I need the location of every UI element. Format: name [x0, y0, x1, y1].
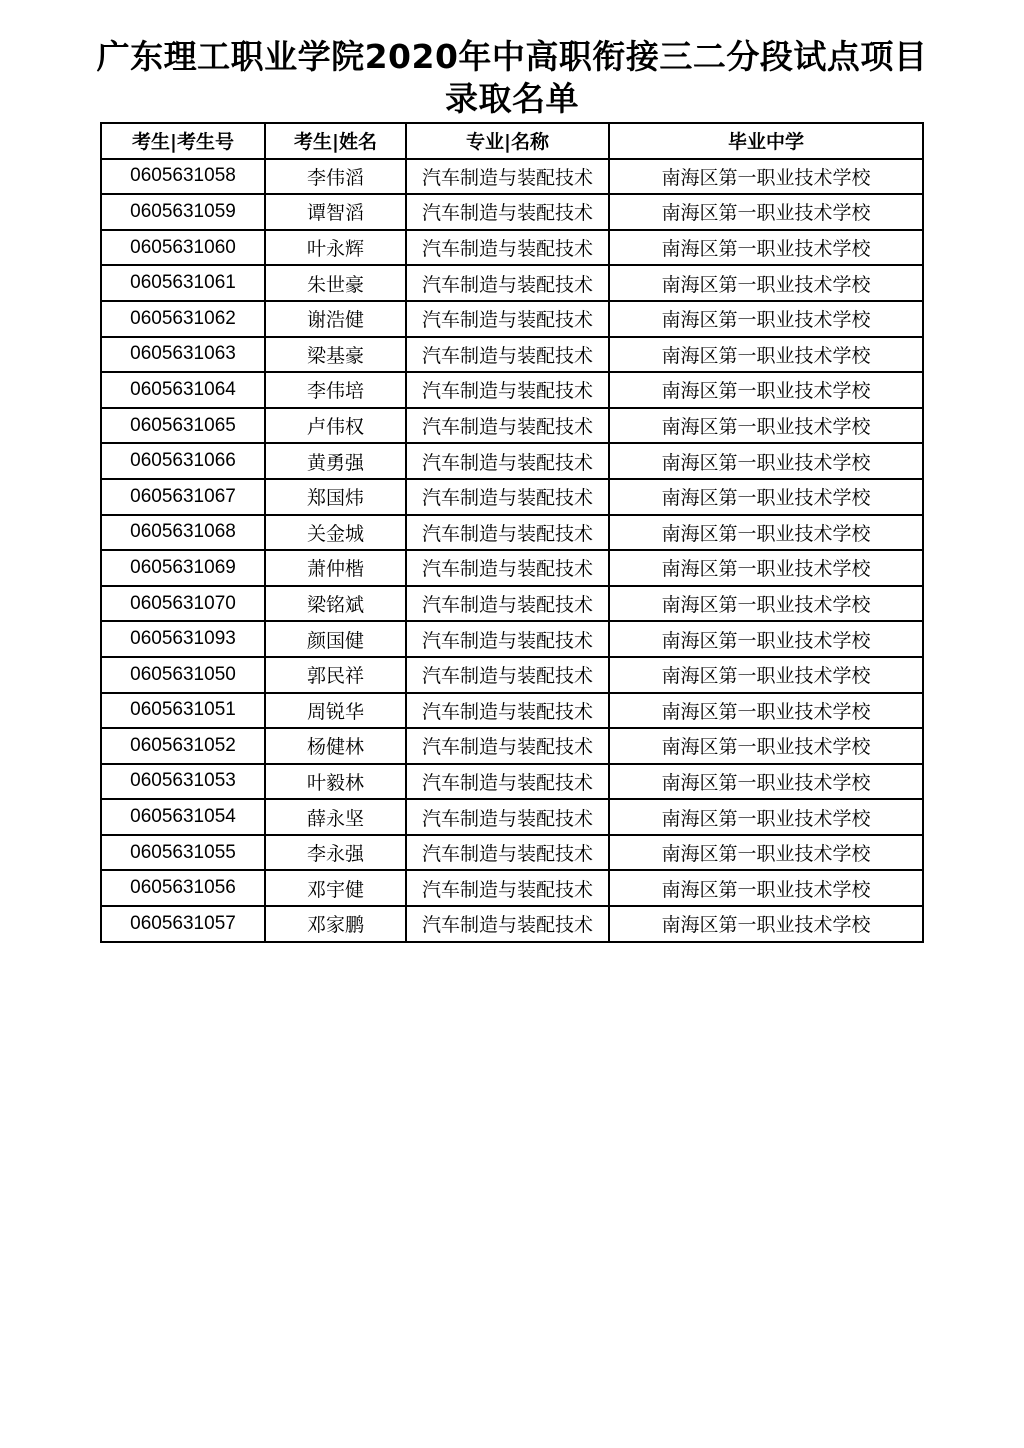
header-candidate-name: 考生|姓名: [265, 123, 406, 159]
graduation-school-cell: 南海区第一职业技术学校: [609, 230, 923, 266]
candidate-name-cell: 邓宇健: [265, 870, 406, 906]
graduation-school-cell: 南海区第一职业技术学校: [609, 799, 923, 835]
candidate-name-cell: 邓家鹏: [265, 906, 406, 942]
table-row: [101, 301, 923, 337]
candidate-name-cell: 周锐华: [265, 693, 406, 729]
major-name-cell: 汽车制造与装配技术: [406, 799, 609, 835]
candidate-number-cell: 0605631065: [101, 408, 265, 444]
candidate-name-cell: 梁铭斌: [265, 586, 406, 622]
candidate-number-cell: 0605631054: [101, 799, 265, 835]
major-name-cell: 汽车制造与装配技术: [406, 265, 609, 301]
major-name-cell: 汽车制造与装配技术: [406, 408, 609, 444]
candidate-number-cell: 0605631050: [101, 657, 265, 693]
candidate-number-cell: 0605631093: [101, 621, 265, 657]
candidate-number-cell: 0605631058: [101, 159, 265, 195]
candidate-name-cell: 梁基豪: [265, 337, 406, 373]
table-row: [101, 408, 923, 444]
table-row: [101, 906, 923, 942]
major-name-cell: 汽车制造与装配技术: [406, 764, 609, 800]
candidate-name-cell: 萧仲楷: [265, 550, 406, 586]
major-name-cell: 汽车制造与装配技术: [406, 337, 609, 373]
candidate-name-cell: 关金城: [265, 515, 406, 551]
major-name-cell: 汽车制造与装配技术: [406, 443, 609, 479]
candidate-name-cell: 叶毅林: [265, 764, 406, 800]
candidate-number-cell: 0605631067: [101, 479, 265, 515]
table-row: [101, 479, 923, 515]
table-row: [101, 586, 923, 622]
table-row: [101, 693, 923, 729]
candidate-number-cell: 0605631066: [101, 443, 265, 479]
candidate-name-cell: 卢伟权: [265, 408, 406, 444]
candidate-name-cell: 叶永辉: [265, 230, 406, 266]
graduation-school-cell: 南海区第一职业技术学校: [609, 657, 923, 693]
document-title-line2: 录取名单: [445, 79, 579, 118]
candidate-name-cell: 杨健林: [265, 728, 406, 764]
candidate-name-cell: 李伟滔: [265, 159, 406, 195]
graduation-school-cell: 南海区第一职业技术学校: [609, 621, 923, 657]
candidate-name-cell: 薛永坚: [265, 799, 406, 835]
table-row: [101, 265, 923, 301]
graduation-school-cell: 南海区第一职业技术学校: [609, 515, 923, 551]
major-name-cell: 汽车制造与装配技术: [406, 657, 609, 693]
graduation-school-cell: 南海区第一职业技术学校: [609, 408, 923, 444]
table-row: [101, 835, 923, 871]
candidate-number-cell: 0605631053: [101, 764, 265, 800]
candidate-name-cell: 郭民祥: [265, 657, 406, 693]
candidate-name-cell: 黄勇强: [265, 443, 406, 479]
document-title: [0, 36, 1024, 120]
candidate-number-cell: 0605631062: [101, 301, 265, 337]
major-name-cell: 汽车制造与装配技术: [406, 479, 609, 515]
graduation-school-cell: 南海区第一职业技术学校: [609, 443, 923, 479]
table-row: [101, 550, 923, 586]
graduation-school-cell: 南海区第一职业技术学校: [609, 194, 923, 230]
table-row: [101, 621, 923, 657]
candidate-name-cell: 谢浩健: [265, 301, 406, 337]
candidate-number-cell: 0605631063: [101, 337, 265, 373]
candidate-number-cell: 0605631057: [101, 906, 265, 942]
major-name-cell: 汽车制造与装配技术: [406, 230, 609, 266]
candidate-name-cell: 李永强: [265, 835, 406, 871]
candidate-number-cell: 0605631052: [101, 728, 265, 764]
major-name-cell: 汽车制造与装配技术: [406, 586, 609, 622]
major-name-cell: 汽车制造与装配技术: [406, 372, 609, 408]
table-row: [101, 657, 923, 693]
major-name-cell: 汽车制造与装配技术: [406, 906, 609, 942]
table-row: [101, 443, 923, 479]
table-body: [101, 159, 923, 942]
candidate-name-cell: 颜国健: [265, 621, 406, 657]
header-candidate-number: 考生|考生号: [101, 123, 265, 159]
graduation-school-cell: 南海区第一职业技术学校: [609, 550, 923, 586]
document-title-line1: 广东理工职业学院2020年中高职衔接三二分段试点项目: [96, 37, 928, 76]
candidate-number-cell: 0605631051: [101, 693, 265, 729]
major-name-cell: 汽车制造与装配技术: [406, 159, 609, 195]
table-row: [101, 515, 923, 551]
graduation-school-cell: 南海区第一职业技术学校: [609, 764, 923, 800]
candidate-number-cell: 0605631055: [101, 835, 265, 871]
candidate-name-cell: 李伟培: [265, 372, 406, 408]
major-name-cell: 汽车制造与装配技术: [406, 301, 609, 337]
table-row: [101, 159, 923, 195]
graduation-school-cell: 南海区第一职业技术学校: [609, 870, 923, 906]
candidate-name-cell: 谭智滔: [265, 194, 406, 230]
header-graduation-school: 毕业中学: [609, 123, 923, 159]
table-row: [101, 870, 923, 906]
graduation-school-cell: 南海区第一职业技术学校: [609, 159, 923, 195]
table-row: [101, 799, 923, 835]
table-row: [101, 372, 923, 408]
table-row: [101, 764, 923, 800]
candidate-name-cell: 朱世豪: [265, 265, 406, 301]
major-name-cell: 汽车制造与装配技术: [406, 870, 609, 906]
table-row: [101, 194, 923, 230]
candidate-number-cell: 0605631070: [101, 586, 265, 622]
candidate-number-cell: 0605631061: [101, 265, 265, 301]
admission-table: [100, 122, 924, 943]
candidate-number-cell: 0605631056: [101, 870, 265, 906]
candidate-number-cell: 0605631068: [101, 515, 265, 551]
candidate-name-cell: 郑国炜: [265, 479, 406, 515]
major-name-cell: 汽车制造与装配技术: [406, 835, 609, 871]
major-name-cell: 汽车制造与装配技术: [406, 194, 609, 230]
graduation-school-cell: 南海区第一职业技术学校: [609, 265, 923, 301]
graduation-school-cell: 南海区第一职业技术学校: [609, 337, 923, 373]
graduation-school-cell: 南海区第一职业技术学校: [609, 586, 923, 622]
candidate-number-cell: 0605631059: [101, 194, 265, 230]
header-major-name: 专业|名称: [406, 123, 609, 159]
graduation-school-cell: 南海区第一职业技术学校: [609, 835, 923, 871]
graduation-school-cell: 南海区第一职业技术学校: [609, 693, 923, 729]
candidate-number-cell: 0605631069: [101, 550, 265, 586]
major-name-cell: 汽车制造与装配技术: [406, 550, 609, 586]
graduation-school-cell: 南海区第一职业技术学校: [609, 479, 923, 515]
table-header-row: [101, 123, 923, 159]
table-row: [101, 230, 923, 266]
major-name-cell: 汽车制造与装配技术: [406, 728, 609, 764]
table-row: [101, 337, 923, 373]
candidate-number-cell: 0605631060: [101, 230, 265, 266]
table-row: [101, 728, 923, 764]
major-name-cell: 汽车制造与装配技术: [406, 515, 609, 551]
major-name-cell: 汽车制造与装配技术: [406, 621, 609, 657]
graduation-school-cell: 南海区第一职业技术学校: [609, 301, 923, 337]
graduation-school-cell: 南海区第一职业技术学校: [609, 906, 923, 942]
candidate-number-cell: 0605631064: [101, 372, 265, 408]
graduation-school-cell: 南海区第一职业技术学校: [609, 728, 923, 764]
major-name-cell: 汽车制造与装配技术: [406, 693, 609, 729]
graduation-school-cell: 南海区第一职业技术学校: [609, 372, 923, 408]
